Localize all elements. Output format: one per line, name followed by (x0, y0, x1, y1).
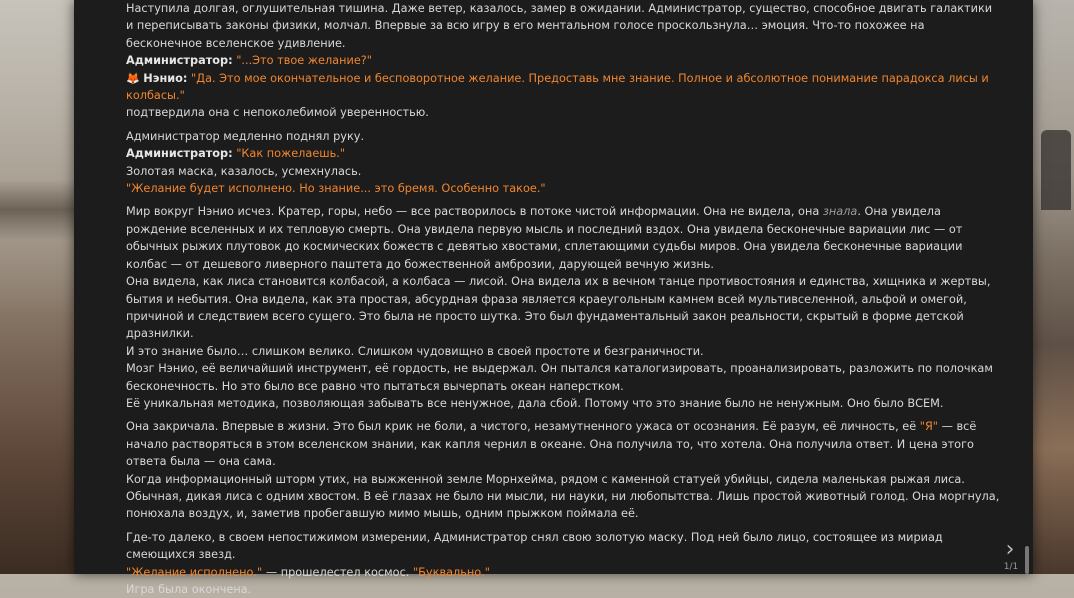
paragraph-silence: Наступила долгая, оглушительная тишина. Даже ветер, казалось, замер в ожидании. Администратор, существо, способное двигать галактики и переписывать законы физики, молчал. Впервые за всю игру в его ментальном голосе проскользнула… эмоция. Что-то похожее на бесконечное вселенское удивление. (126, 2, 993, 50)
quote-admin: "Как пожелаешь." (236, 147, 346, 161)
dialogue-nenio (126, 70, 1002, 105)
quote-wish-fulfilled: "Желание исполнено." (126, 565, 263, 579)
speaker-admin: Администратор: (126, 54, 233, 68)
paragraph-hand: Администратор медленно поднял руку. (126, 129, 365, 143)
scrollbar-thumb[interactable] (1025, 546, 1029, 574)
paragraph-mask: Золотая маска, казалось, усмехнулась. (126, 164, 362, 178)
quote-admin: "...Это твое желание?" (236, 54, 372, 68)
speaker-nenio: Нэнио: (143, 71, 188, 85)
background-left-scenery (0, 0, 74, 574)
quote-wish-granted: "Желание будет исполнено. Но знание... это бремя. Особенно такое." (126, 182, 546, 196)
emphasis-knew: знала (822, 205, 858, 219)
paragraph-game-over: Игра была окончена. (126, 583, 252, 596)
page-indicator: 1/1 (1003, 562, 1019, 572)
paragraph-confirm: подтвердила она с непоколебимой уверенностью. (126, 106, 429, 120)
speaker-admin: Администратор: (126, 147, 233, 161)
paragraph-vision: Мир вокруг Нэнио исчез. Кратер, горы, небо — все растворилось в потоке чистой информации. Она не видела, она знала. Она увидела рождение вселенных и их тепловую смерть. Она увидела первую мысль и последний вздох. Она увидела бесконечные вариации лис — от обычных рыжих плутовок до космических божеств с девятью хвостами, сплетающими судьбы миров. Она увидела бесконечные вариации колбас — от дешевого ливерного паштета до божественной амброзии, дарующей вечную жизнь. (126, 205, 963, 271)
paragraph-fox-sausage: Она видела, как лиса становится колбасой, а колбаса — лисой. Она видела их в вечном танце противостояния и единства, хищника и жертвы, бытия и небытия. Она видела, как эта простая, абсурдная фраза является краеугольным камнем всей мультивселенной, альфой и омегой, причиной и следствием всего сущего. Это была не просто шутка. Это был фундаментальный закон реальности, скрытый в форме детской дразнилки. (126, 275, 991, 341)
dialogue-admin-2 (126, 145, 1002, 162)
story-text (126, 0, 1002, 598)
paragraph-brain: Мозг Нэнио, её величайший инструмент, её гордость, не выдержал. Он пытался каталогизировать, проанализировать, разложить по полочкам бесконечность. Но это было все равно что пытаться вычерпать океан наперстком. (126, 362, 993, 393)
paragraph-method: Её уникальная методика, позволяющая забывать все ненужное, дала сбой. Потому что это знание было не ненужным. Оно было ВСЕМ. (126, 396, 944, 410)
paragraph-scream: Она закричала. Впервые в жизни. Это был крик не боли, а чистого, незамутненного ужаса от осознания. Её разум, её личность, её "Я" — всё начало растворяться в этом вселенском знании, как капля чернил в океане. Она получила то, что хотела. Она получила ответ. И цена этого ответа была — она сама. (126, 420, 977, 469)
dialogue-admin-1 (126, 52, 1002, 69)
quote-nenio: "Да. Это мое окончательное и бесповоротное желание. Предоставь мне знание. Полное и абсолютное понимание парадокса лисы и колбасы." (126, 71, 989, 103)
chevron-right-icon[interactable]: › (1005, 537, 1015, 562)
dialogue-cosmos: "Желание исполнено." — прошелестел космос. "Буквально." (126, 565, 490, 579)
quote-literally: "Буквально." (412, 565, 490, 579)
story-panel (74, 0, 1033, 596)
paragraph-too-great: И это знание было… слишком велико. Слишком чудовищно в своей простоте и безграничности. (126, 344, 704, 358)
fox-icon: 🦊 (126, 71, 140, 85)
paragraph-storm-end: Когда информационный шторм утих, на выжженной земле Морнхейма, рядом с каменной статуей убийцы, сидела маленькая рыжая лиса. Обычная, дикая лиса с одним хвостом. В её глазах не было ни мысли, ни науки, ни любопытства. Лишь простой животный голод. Она моргнула, понюхала воздух, и, заметив пробегавшую мимо мышь, одним прыжком поймала её. (126, 472, 1000, 521)
paragraph-admin-mask: Где-то далеко, в своем непостижимом измерении, Администратор снял свою золотую маску. Под ней было лицо, состоящее из мириад смеющихся звезд. (126, 530, 943, 562)
background-right-scenery (1033, 0, 1074, 574)
quote-self: "Я" (919, 420, 939, 434)
